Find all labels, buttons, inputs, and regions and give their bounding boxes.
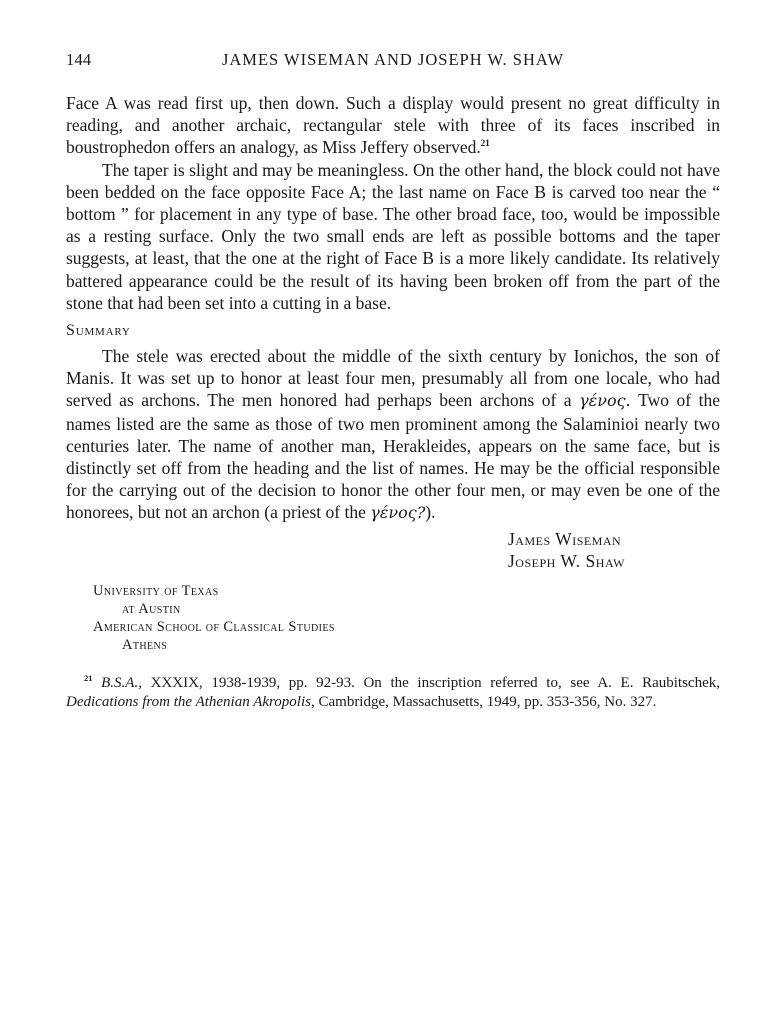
footnote-21 bbox=[66, 674, 720, 712]
footnote-number: 21 bbox=[84, 672, 93, 683]
affiliation-line-3: American School of Classical Studies bbox=[93, 618, 335, 635]
paragraph-summary bbox=[66, 345, 720, 525]
author-affiliations bbox=[66, 582, 720, 654]
footnote-text-2: Cambridge, Massachusetts, 1949, pp. 353-356, No. 327. bbox=[318, 693, 657, 710]
page-number: 144 bbox=[66, 50, 92, 69]
footnote-reference[interactable]: 21 bbox=[480, 138, 490, 149]
paragraph-1-text: Face A was read first up, then down. Such a display would present no great difficulty in reading, and another archaic, rectangular stele with three of its faces inscribed in boustrophedon offers an analogy, as Miss Jeffery observed. bbox=[66, 93, 720, 158]
summary-text-part-2: Two of the names listed are the same as those of two men prominent among the Salaminioi nearly two centuries later. The name of another man, Herakleides, appears on the same face, but is distinctly set off from the heading and the list of names. He may be the official responsible for the carrying out of the decision to honor the other four men, or may even be one of the honorees, but not an archon (a priest of the bbox=[66, 390, 720, 523]
section-heading-summary: Summary bbox=[66, 322, 131, 340]
affiliation-line-1: University of Texas bbox=[93, 582, 219, 599]
affiliation-line-4: Athens bbox=[122, 636, 168, 653]
footnote-book-title: Dedications from the Athenian Akropolis, bbox=[66, 693, 315, 710]
body-text bbox=[66, 92, 720, 712]
footnote-text bbox=[66, 674, 720, 712]
signature-author-1: James Wiseman bbox=[508, 528, 622, 549]
author-signatures bbox=[66, 528, 720, 572]
signature-author-2: Joseph W. Shaw bbox=[508, 550, 625, 571]
running-head: JAMES WISEMAN AND JOSEPH W. SHAW bbox=[221, 50, 565, 69]
paragraph-1 bbox=[66, 92, 720, 159]
summary-text-part-1: The stele was erected about the middle of the sixth century by Ionichos, the son of Manis. It was set up to honor at least four men, presumably all from one locale, who had served as archons. The men honored had perhaps been archons of a bbox=[66, 346, 720, 411]
greek-term-genos: γένος. bbox=[579, 391, 631, 411]
summary-text-end: ). bbox=[425, 502, 436, 523]
footnote-journal: B.S.A., bbox=[101, 674, 142, 691]
page-header bbox=[66, 50, 720, 76]
greek-term-genos-query: γένος? bbox=[370, 503, 426, 523]
paragraph-2: The taper is slight and may be meaningless. On the other hand, the block could not have been bedded on the face opposite Face A; the last name on Face B is carved too near the “ bottom ” for placement in any type of base. The other broad face, too, would be impossible as a resting surface. Only the two small ends are left as possible bottoms and the taper suggests, at least, that the one at the right of Face B is a more likely candidate. Its relatively battered appearance could be the result of its having been broken off from the part of the stone that had been set into a cutting in a base. bbox=[66, 159, 720, 313]
footnote-text-1: XXXIX, 1938-1939, pp. 92-93. On the inscription referred to, see A. E. Raubitschek, bbox=[150, 674, 720, 691]
affiliation-line-2: at Austin bbox=[122, 600, 181, 617]
